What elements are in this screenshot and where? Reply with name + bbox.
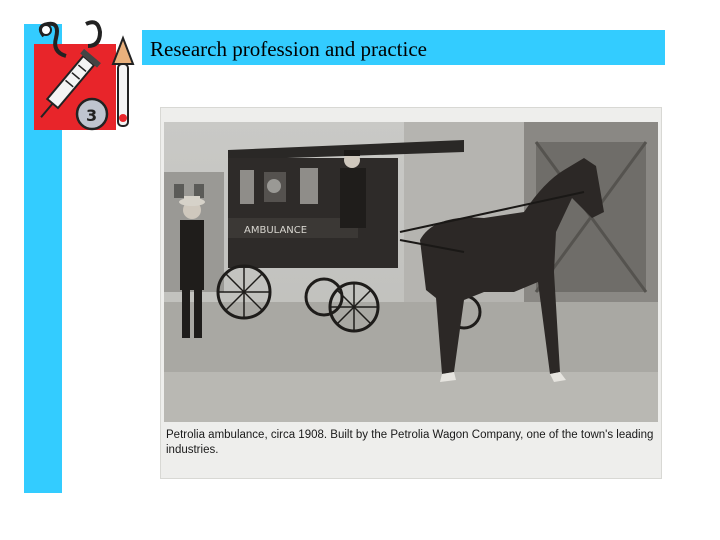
svg-text:3: 3 <box>86 106 98 125</box>
ambulance-photo-image <box>164 122 658 422</box>
medical-tools-clipart-icon <box>26 16 146 134</box>
historic-photo <box>160 107 662 479</box>
title-bar <box>142 30 665 65</box>
photo-caption: Petrolia ambulance, circa 1908. Built by the Petrolia Wagon Company, one of the town's leading industries. <box>166 429 654 456</box>
slide-title: Research profession and practice <box>150 37 427 61</box>
wagon-sign-text: AMBULANCE <box>244 225 308 236</box>
